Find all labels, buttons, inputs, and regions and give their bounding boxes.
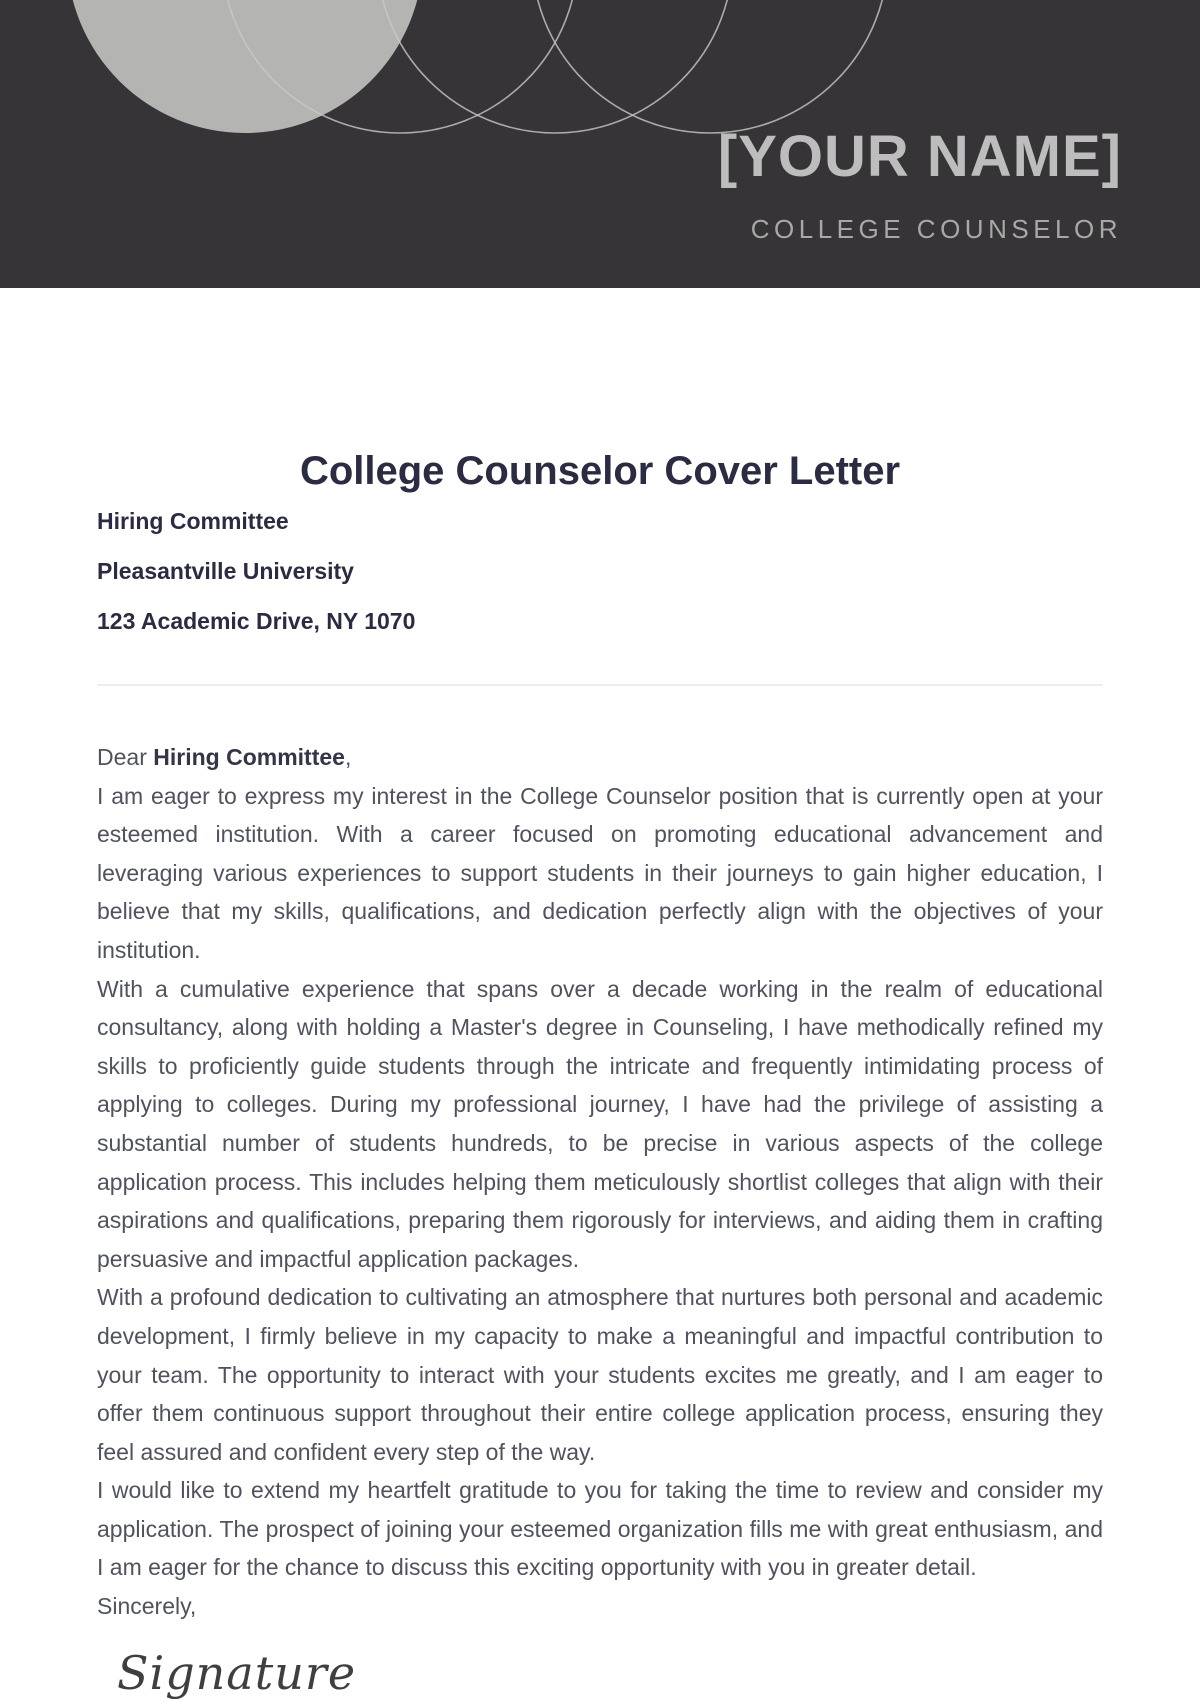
outline-circle-shape [377, 0, 733, 133]
recipient-line: 123 Academic Drive, NY 1070 [97, 608, 416, 634]
filled-circle-shape [67, 0, 423, 133]
letter-paragraph: I would like to extend my heartfelt gratitude to you for taking the time to review and consider my application. The prospect of joining your esteemed organization fills me with great enthusiasm, and I am eager for the chance to discuss this exciting opportunity with you in greater detail. [97, 1477, 1103, 1581]
letter-body [0, 448, 1200, 1700]
letter-text [97, 738, 1103, 1626]
applicant-role: COLLEGE COUNSELOR [750, 214, 1122, 244]
applicant-name-placeholder: [YOUR NAME] [717, 124, 1122, 189]
recipient-line: Pleasantville University [97, 558, 354, 584]
greeting-line [97, 738, 1103, 777]
letter-paragraph: I am eager to express my interest in the College Counselor position that is currently open at your esteemed institution. With a career focused on promoting educational advancement and leveraging various experiences to support students in their journeys to gain higher education, I believe that my skills, qualifications, and dedication perfectly align with the objectives of your institution. [97, 782, 1103, 963]
closing-line: Sincerely, [97, 1593, 197, 1620]
letter-title: College Counselor Cover Letter [299, 449, 901, 493]
greeting-recipient-name: Hiring Committee [153, 744, 345, 770]
recipient-address-block [97, 496, 1103, 646]
recipient-line: Hiring Committee [97, 508, 289, 534]
greeting-suffix: , [344, 744, 352, 770]
letterhead-text-block [718, 0, 1122, 245]
greeting-prefix: Dear [97, 744, 154, 770]
letter-paragraph: With a cumulative experience that spans over a decade working in the realm of educational consultancy, along with holding a Master's degree in Counseling, I have methodically refined my skills to proficiently guide students through the intricate and frequently intimidating process of applying to colleges. During my professional journey, I have had the privilege of assisting a substantial number of students hundreds, to be precise in various aspects of the college application process. This includes helping them meticulously shortlist colleges that align with their aspirations and qualifications, preparing them rigorously for interviews, and aiding them in crafting persuasive and impactful application packages. [97, 975, 1103, 1272]
signature-script: Signature [117, 1645, 357, 1700]
letter-paragraph: With a profound dedication to cultivating an atmosphere that nurtures both personal and academic development, I firmly believe in my capacity to make a meaningful and impactful contribution to your team. The opportunity to interact with your students excites me greatly, and I am eager to offer them continuous support throughout their entire college application process, ensuring they feel assured and confident every step of the way. [97, 1284, 1103, 1465]
divider-line [97, 684, 1103, 686]
letterhead [0, 0, 1200, 288]
